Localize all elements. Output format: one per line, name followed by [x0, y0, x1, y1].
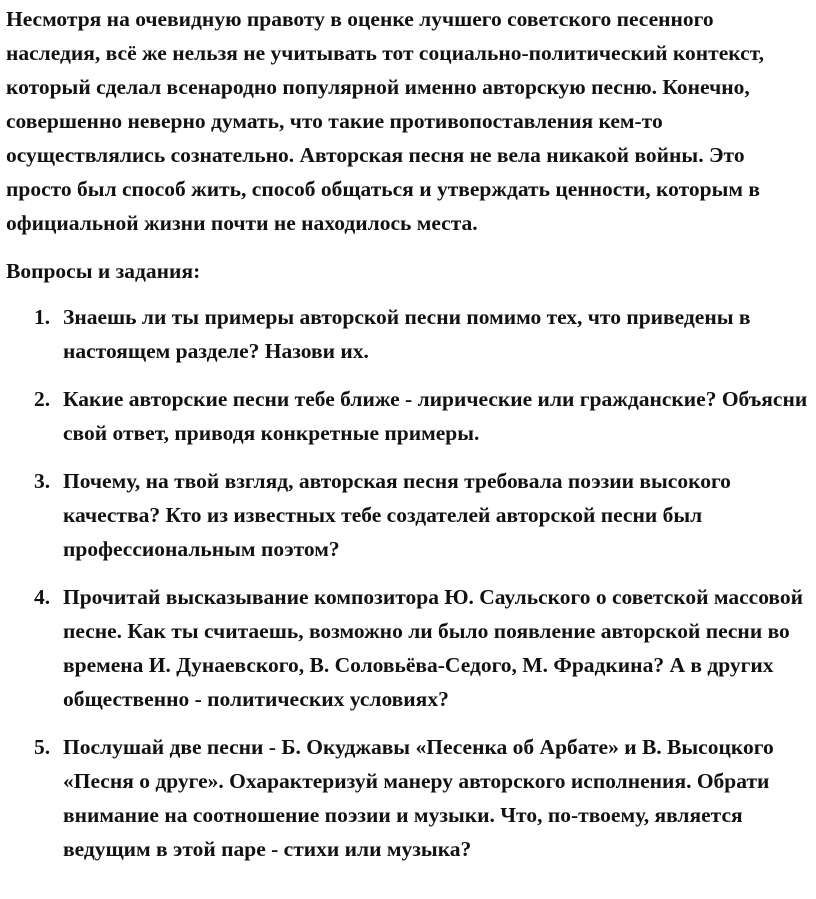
question-number: 4. — [34, 585, 51, 609]
question-text: Почему, на твой взгляд, авторская песня требовала поэзии высокого качества? Кто из известных тебе создателей авторской песни был профессиональным поэтом? — [63, 469, 731, 561]
question-text: Знаешь ли ты примеры авторской песни помимо тех, что приведены в настоящем разделе? Назови их. — [63, 305, 751, 363]
question-item-5 — [6, 730, 810, 866]
question-number: 3. — [34, 469, 51, 493]
intro-paragraph: Несмотря на очевидную правоту в оценке лучшего советского песенного наследия, всё же нельзя не учитывать тот социально-политический контекст, который сделал всенародно популярной именно авторскую песню. Конечно, совершенно неверно думать, что такие противопоставления кем-то осуществлялись сознательно. Авторская песня не вела никакой войны. Это просто был способ жить, способ общаться и утверждать ценности, которым в официальной жизни почти не находилось места. — [6, 7, 764, 235]
question-item-4 — [6, 580, 810, 716]
questions-heading: Вопросы и задания: — [6, 259, 201, 283]
question-item-2 — [6, 382, 810, 450]
question-item-3 — [6, 464, 810, 566]
question-text: Какие авторские песни тебе ближе - лирические или гражданские? Объясни свой ответ, приводя конкретные примеры. — [63, 387, 808, 445]
question-number: 2. — [34, 387, 51, 411]
question-number: 1. — [34, 305, 51, 329]
question-number: 5. — [34, 735, 51, 759]
question-text: Прочитай высказывание композитора Ю. Саульского о советской массовой песне. Как ты считаешь, возможно ли было появление авторской песни во времена И. Дунаевского, В. Соловьёва-Седого, М. Фрадкина? А в других общественно - политических условиях? — [63, 585, 804, 711]
question-item-1 — [6, 300, 810, 368]
question-text: Послушай две песни - Б. Окуджавы «Песенка об Арбате» и В. Высоцкого «Песня о друге». Охарактеризуй манеру авторского исполнения. Обрати внимание на соотношение поэзии и музыки. Что, по-твоему, является ведущим в этой паре - стихи или музыка? — [63, 735, 774, 861]
questions-list — [6, 300, 810, 866]
